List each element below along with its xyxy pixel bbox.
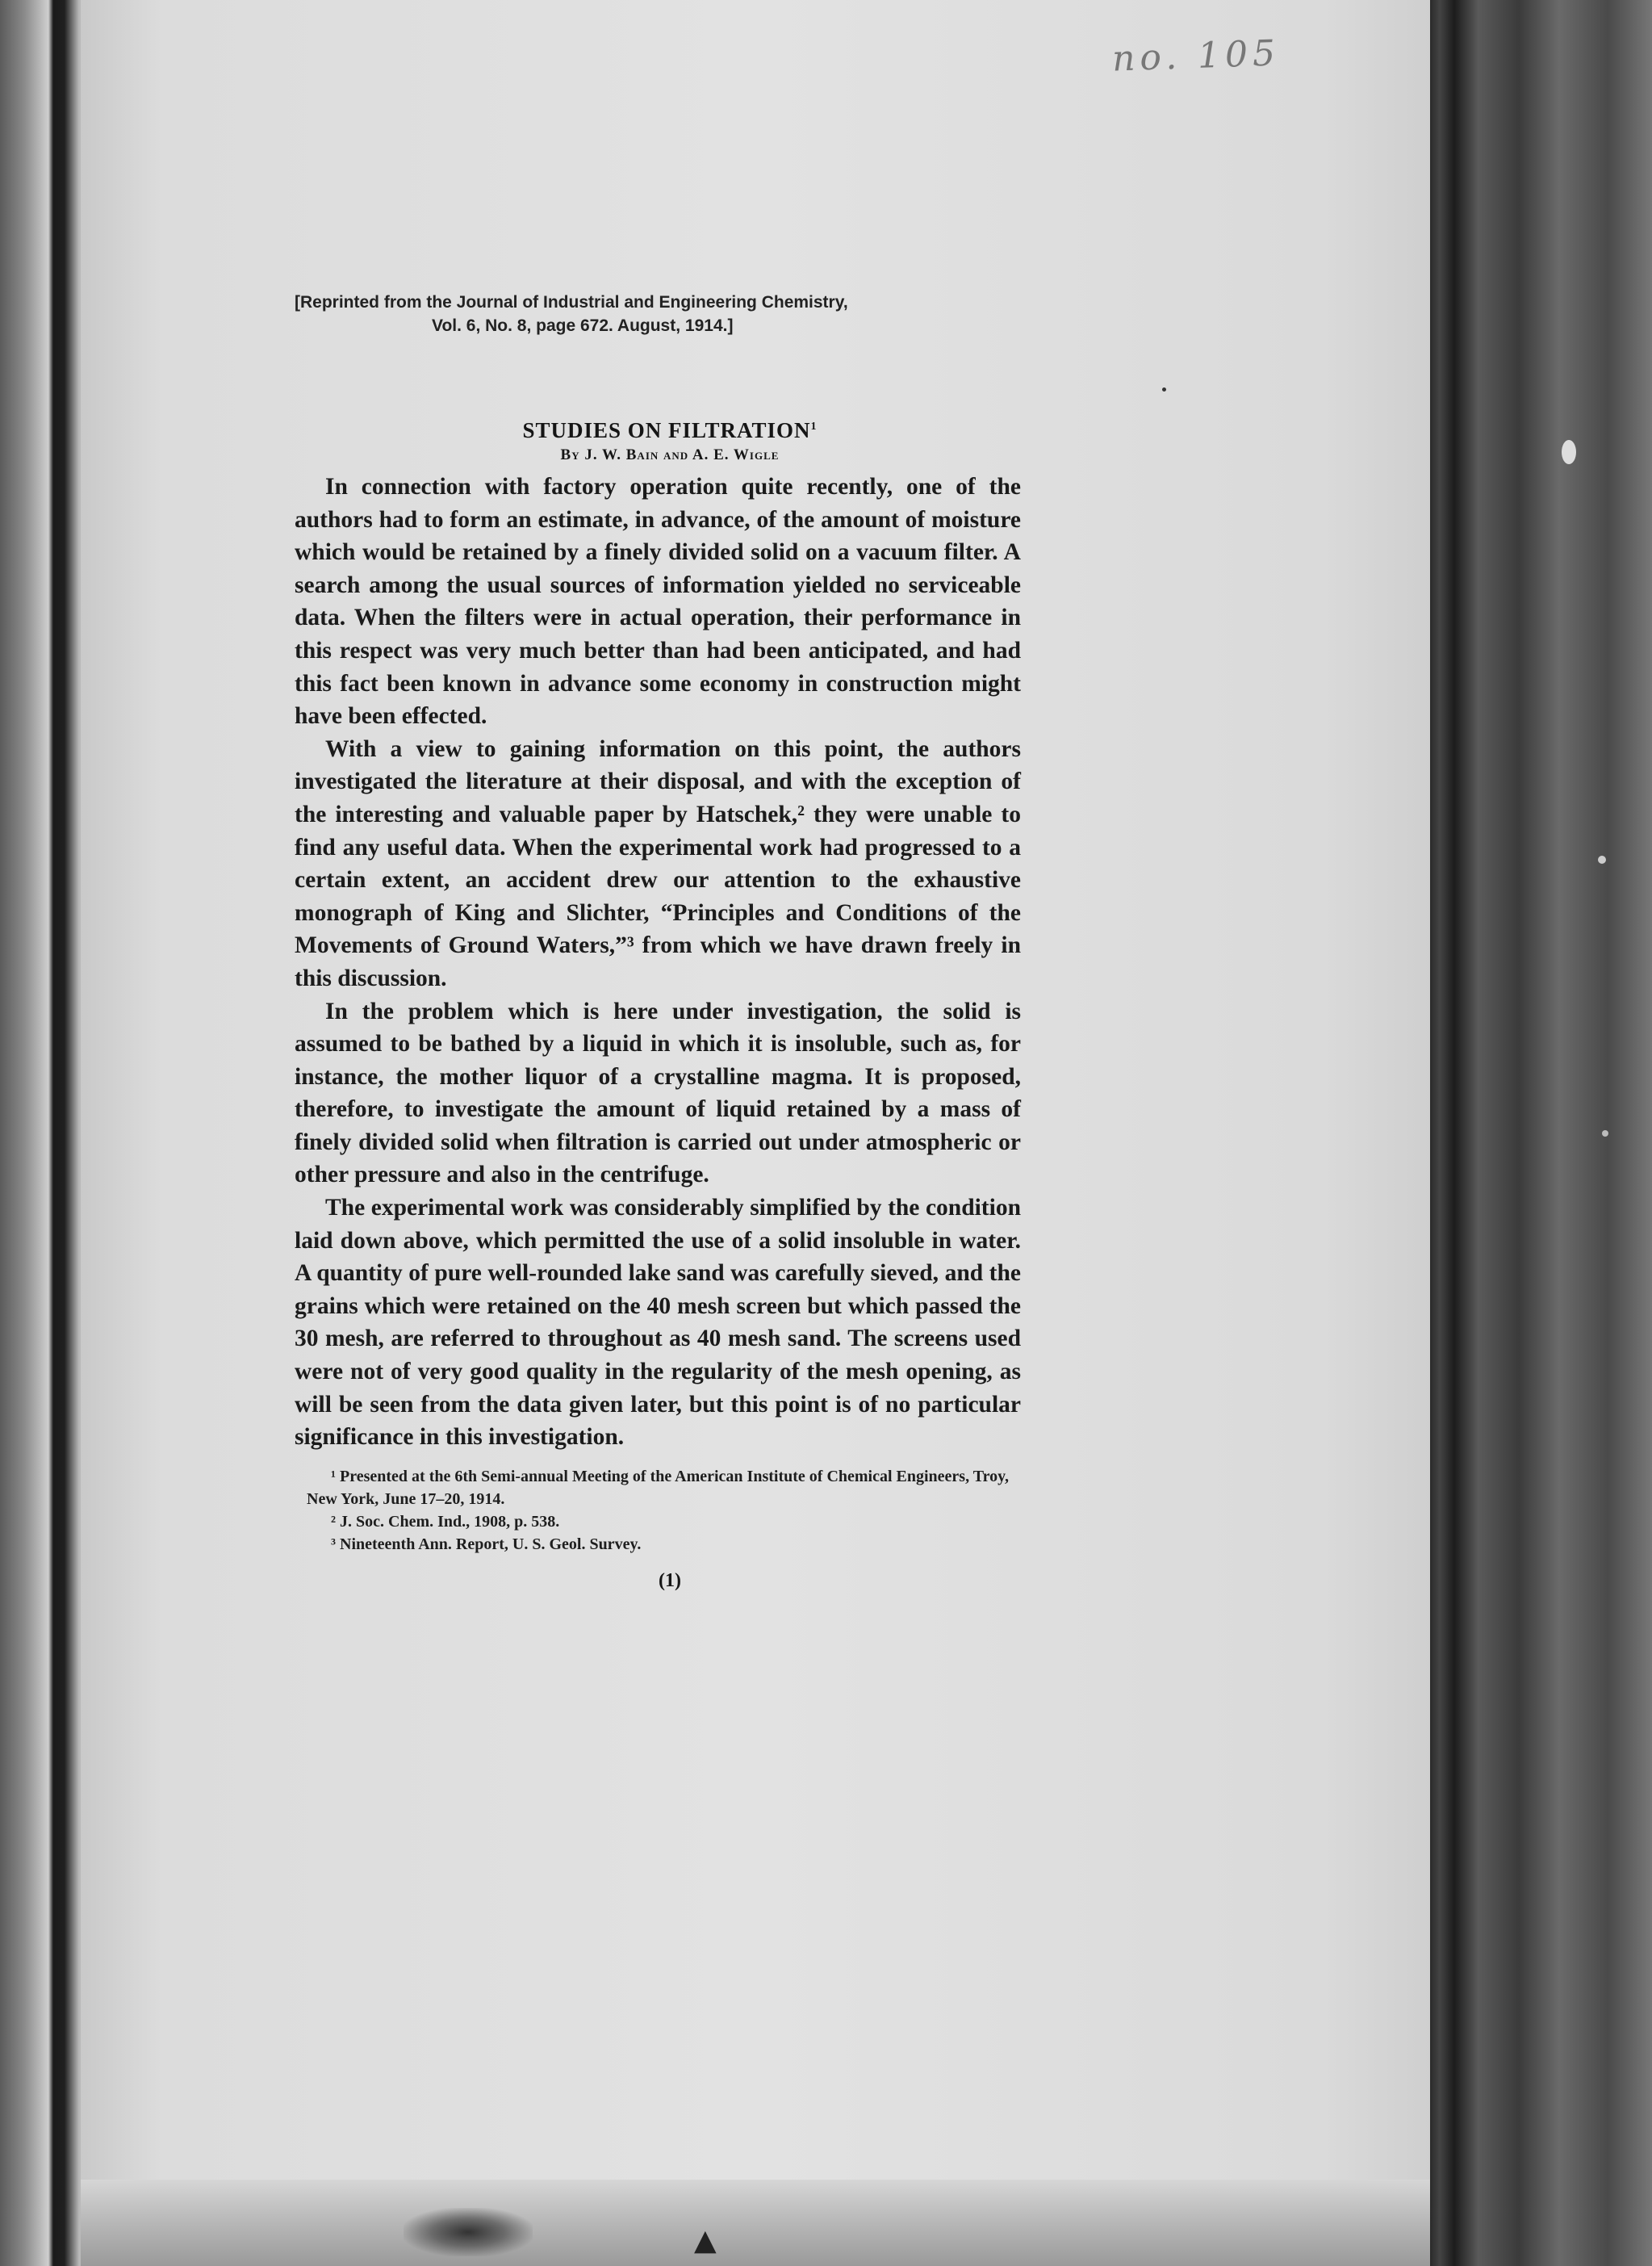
article-column [295, 291, 1021, 1592]
speck [1562, 440, 1576, 464]
bottom-edge [81, 2180, 1430, 2266]
speck [1602, 1130, 1608, 1137]
paragraph-3: In the problem which is here under investigation, the solid is assumed to be bathed by a liquid in which it is insoluble, such as, for instance, the mother liquor of a crystalline magma. It is proposed, therefore, to investigate the amount of liquid retained by a mass of finely divided solid when filtration is carried out under atmospheric or other pressure and also in the centrifuge. [295, 998, 1021, 1188]
handwritten-note: no. 105 [1111, 32, 1281, 80]
footnote-2: ² J. Soc. Chem. Ind., 1908, p. 538. [331, 1512, 560, 1531]
article-title [319, 418, 1021, 443]
book-spine [1430, 0, 1652, 2266]
footnote-3: ³ Nineteenth Ann. Report, U. S. Geol. Survey. [331, 1535, 642, 1553]
article-byline: By J. W. Bain and A. E. Wigle [560, 446, 780, 463]
paragraph-4: The experimental work was considerably simplified by the condition laid down above, which permitted the use of a solid insoluble in water. A quantity of pure well-rounded lake sand was carefully sieved, and the grains which were retained on the 40 mesh screen but which passed the 30 mesh, are referred to throughout as 40 mesh sand. The screens used were not of very good quality in the regularity of the mesh opening, as will be seen from the data given later, but this point is of no particular significance in this investigation. [295, 1195, 1021, 1451]
left-binding-edge [0, 0, 81, 2266]
footnote-1: ¹ Presented at the 6th Semi-annual Meeting of the American Institute of Chemical Engineers, Troy, New York, June 17–20, 1914. [307, 1467, 1009, 1508]
paragraph-1: In connection with factory operation quite recently, one of the authors had to form an estimate, in advance, of the amount of moisture which would be retained by a finely divided solid on a vacuum filter. A search among the usual sources of information yielded no serviceable data. When the filters were in actual operation, their performance in this respect was very much better than had been anticipated, and had this fact been known in advance some economy in construction might have been effected. [295, 474, 1021, 730]
speck [1598, 856, 1606, 864]
speck [1162, 387, 1166, 392]
title-footnote-marker: 1 [810, 421, 818, 433]
article-body [295, 471, 1021, 1454]
paragraph-2: With a view to gaining information on this point, the authors investigated the literature at their disposal, and with the exception of the interesting and valuable paper by Hatschek,² they were unable to find any useful data. When the experimental work had progressed to a certain extent, an accident drew our attention to the exhaustive monograph of King and Slichter, “Principles and Conditions of the Movements of Ground Waters,”³ from which we have drawn freely in this discussion. [295, 735, 1021, 991]
reprint-notice [295, 291, 1021, 337]
reprint-line-1: [Reprinted from the Journal of Industrial and Engineering Chemistry, [295, 293, 848, 312]
page-number: (1) [659, 1569, 681, 1591]
footnotes [307, 1465, 1021, 1556]
bottom-smudge [404, 2208, 533, 2256]
reprint-line-2: Vol. 6, No. 8, page 672. August, 1914.] [432, 316, 734, 335]
bottom-mark-icon: ▲ [694, 2224, 717, 2257]
article-title-text: STUDIES ON FILTRATION [522, 418, 811, 442]
